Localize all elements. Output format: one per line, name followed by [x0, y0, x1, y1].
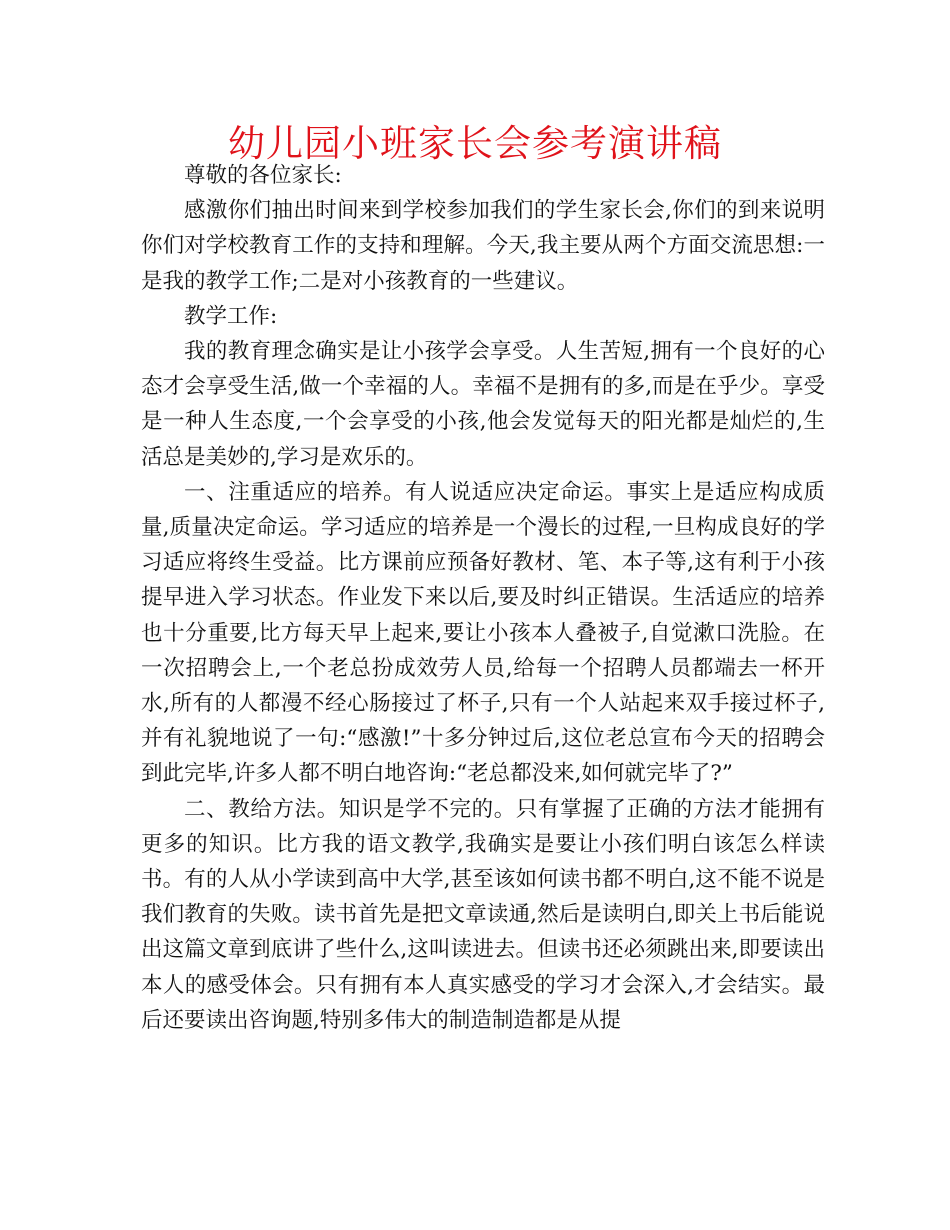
paragraph-salutation: 尊敬的各位家长: [184, 163, 342, 188]
paragraph-intro: 感激你们抽出时间来到学校参加我们的学生家长会,你们的到来说明你们对学校教育工作的支持和理解。今天,我主要从两个方面交流思想:一是我的教学工作;二是对小孩教育的一些建议。 [141, 198, 825, 294]
paragraph-habits: 一、注重适应的培养。有人说适应决定命运。事实上是适应构成质量,质量决定命运。学习适应的培养是一个漫长的过程,一旦构成良好的学习适应将终生受益。比方课前应预备好教材、笔、本子等,这有利于小孩提早进入学习状态。作业发下来以后,要及时纠正错误。生活适应的培养也十分重要,比方每天早上起来,要让小孩本人叠被子,自觉漱口洗脸。在一次招聘会上,一个老总扮成效劳人员,给每一个招聘人员都端去一杯开水,所有的人都漫不经心肠接过了杯子,只有一个人站起来双手接过杯子,并有礼貌地说了一句:“感激!”十多分钟过后,这位老总宣布今天的招聘会到此完毕,许多人都不明白地咨询:“老总都没来,如何就完毕了?” [141, 479, 825, 787]
document-body [141, 158, 825, 1038]
paragraph-section-heading: 教学工作: [184, 303, 278, 329]
document-title: 幼儿园小班家长会参考演讲稿 [228, 122, 722, 165]
paragraph-philosophy: 我的教育理念确实是让小孩学会享受。人生苦短,拥有一个良好的心态才会享受生活,做一个幸福的人。幸福不是拥有的多,而是在乎少。享受是一种人生态度,一个会享受的小孩,他会发觉每天的阳光都是灿烂的,生活总是美妙的,学习是欢乐的。 [141, 339, 825, 470]
paragraph-methods: 二、教给方法。知识是学不完的。只有掌握了正确的方法才能拥有更多的知识。比方我的语文教学,我确实是要让小孩们明白该怎么样读书。有的人从小学读到高中大学,甚至该如何读书都不明白,这不能不说是我们教育的失败。读书首先是把文章读通,然后是读明白,即关上书后能说出这篇文章到底讲了些什么,这叫读进去。但读书还必须跳出来,即要读出本人的感受体会。只有拥有本人真实感受的学习才会深入,才会结实。最后还要读出咨询题,特别多伟大的制造制造都是从提 [141, 796, 825, 1033]
